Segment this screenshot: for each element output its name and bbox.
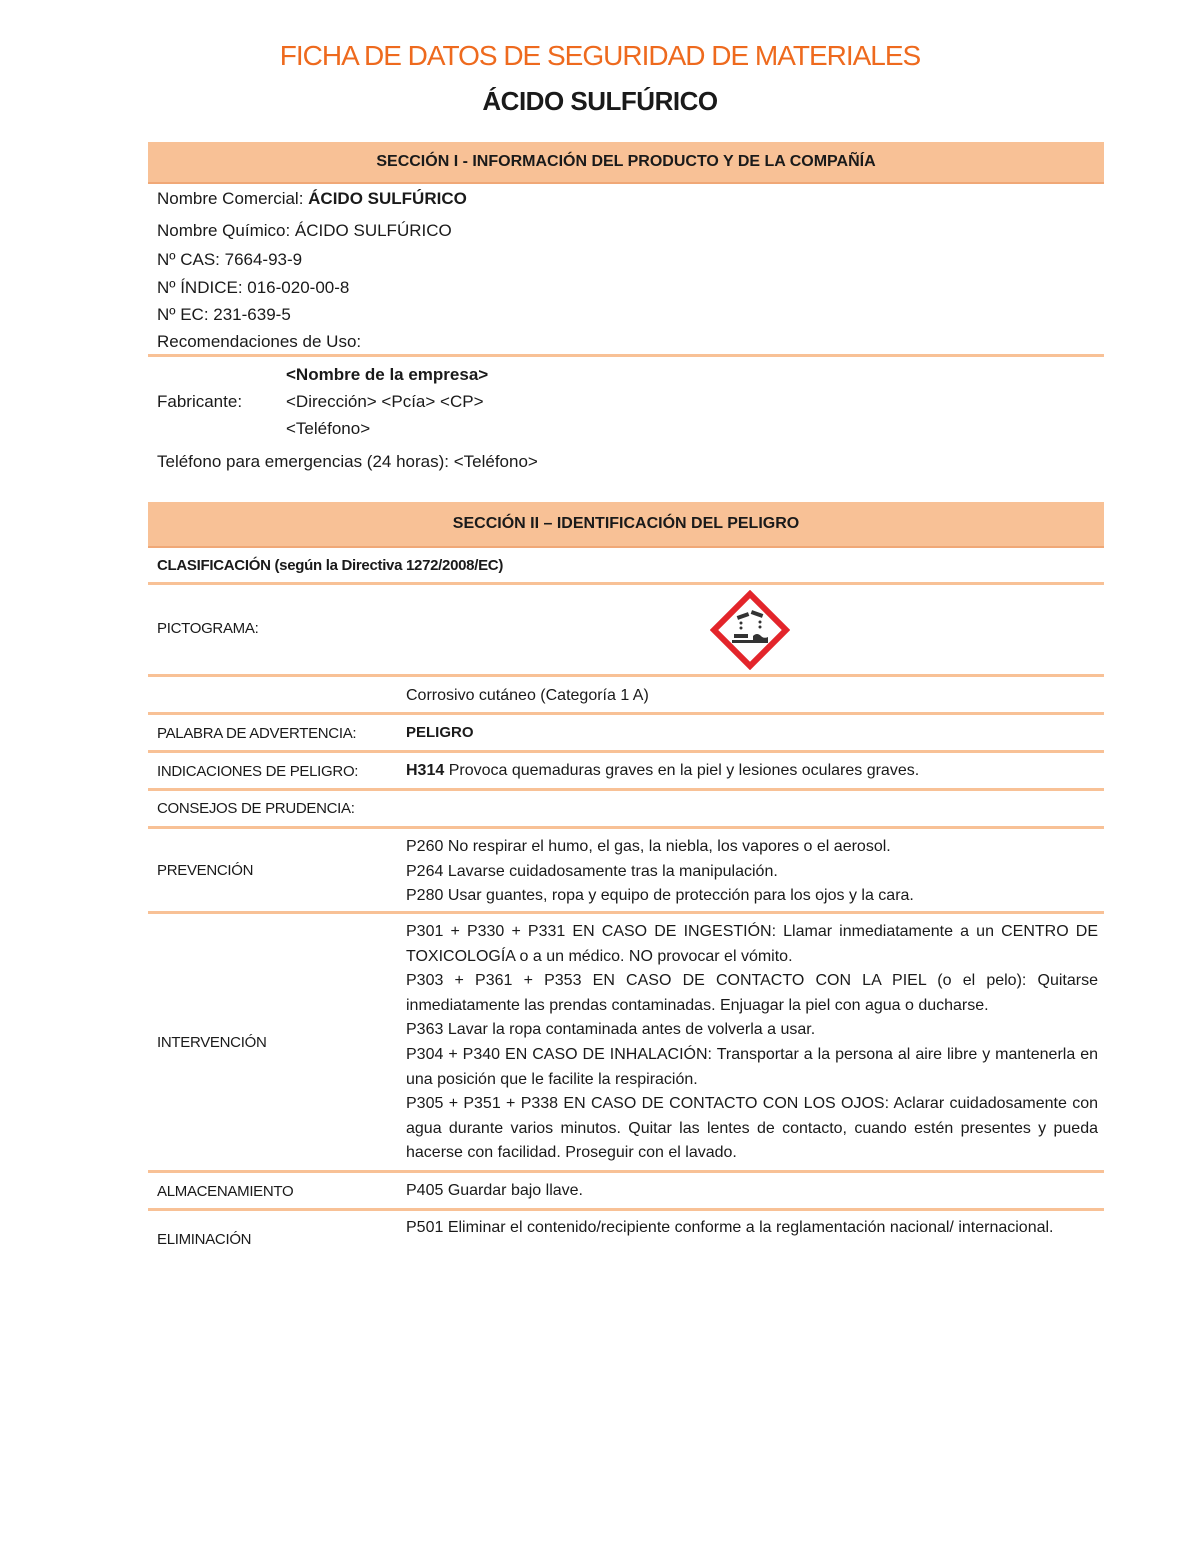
direccion: <Dirección> <Pcía> <CP> xyxy=(286,392,484,411)
indicaciones-text xyxy=(406,762,919,780)
prevencion-list xyxy=(406,835,1098,909)
numero-ec: Nº EC: 231-639-5 xyxy=(157,305,291,324)
nombre-comercial xyxy=(157,189,467,209)
empresa: <Nombre de la empresa> xyxy=(286,365,489,384)
prevencion-item: P264 Lavarse cuidadosamente tras la manipulación. xyxy=(406,862,778,880)
consejos-label: CONSEJOS DE PRUDENCIA: xyxy=(157,800,355,817)
divider xyxy=(148,826,1104,829)
fabricante-label: Fabricante: xyxy=(157,392,243,411)
intervencion-list xyxy=(406,920,1098,1166)
nombre-comercial-label: Nombre Comercial: xyxy=(157,189,309,208)
numero-indice: Nº ÍNDICE: 016-020-00-8 xyxy=(157,278,350,297)
prevencion-item: P280 Usar guantes, ropa y equipo de protección para los ojos y la cara. xyxy=(406,887,914,905)
indicaciones-label: INDICACIONES DE PELIGRO: xyxy=(157,763,359,780)
telefono: <Teléfono> xyxy=(286,419,371,438)
intervencion-item: P363 Lavar la ropa contaminada antes de volverla a usar. xyxy=(406,1021,816,1039)
almacenamiento-text: P405 Guardar bajo llave. xyxy=(406,1182,583,1199)
divider xyxy=(148,1170,1104,1173)
divider xyxy=(148,674,1104,677)
palabra-advertencia-label: PALABRA DE ADVERTENCIA: xyxy=(157,725,357,742)
pictograma-label: PICTOGRAMA: xyxy=(157,620,259,637)
divider xyxy=(148,354,1104,357)
intervencion-item: P301 + P330 + P331 EN CASO DE INGESTIÓN: Llamar inmediatamente a un CENTRO DE TOXICOLOGÍA o a un médico. NO provocar el vómito. xyxy=(406,923,1098,965)
divider xyxy=(148,911,1104,914)
prevencion-label: PREVENCIÓN xyxy=(157,862,254,879)
eliminacion-text: P501 Eliminar el contenido/recipiente conforme a la reglamentación nacional/ internacional. xyxy=(406,1219,1054,1236)
categoria: Corrosivo cutáneo (Categoría 1 A) xyxy=(406,687,649,704)
intervencion-item: P304 + P340 EN CASO DE INHALACIÓN: Transportar a la persona al aire libre y mantenerla en una posición que le facilite la respiración. xyxy=(406,1045,1098,1088)
almacenamiento-label: ALMACENAMIENTO xyxy=(157,1183,294,1200)
intervencion-item: P303 + P361 + P353 EN CASO DE CONTACTO CON LA PIEL (o el pelo): Quitarse inmediatamente las prendas contaminadas. Enjuagar la piel con agua o ducharse. xyxy=(406,972,1098,1014)
corrosion-ghs05-icon xyxy=(710,590,790,670)
numero-cas: Nº CAS: 7664-93-9 xyxy=(157,250,303,269)
clasificacion: CLASIFICACIÓN (según la Directiva 1272/2008/EC) xyxy=(157,557,504,574)
prevencion-item: P260 No respirar el humo, el gas, la niebla, los vapores o el aerosol. xyxy=(406,838,891,855)
section-2-heading-text: SECCIÓN II – IDENTIFICACIÓN DEL PELIGRO xyxy=(452,515,800,532)
indicaciones-desc: Provoca quemaduras graves en la piel y lesiones oculares graves. xyxy=(444,762,920,779)
nombre-comercial-value: ÁCIDO SULFÚRICO xyxy=(308,189,467,208)
intervencion-item: P305 + P351 + P338 EN CASO DE CONTACTO CON LOS OJOS: Aclarar cuidadosamente con agua durante varios minutos. Quitar las lentes de contacto, cuando estén presentes y pueda hacerse con facilidad. Proseguir con el lavado. xyxy=(406,1095,1098,1162)
divider xyxy=(148,750,1104,753)
eliminacion-label: ELIMINACIÓN xyxy=(157,1231,252,1248)
divider xyxy=(148,582,1104,585)
document-title: FICHA DE DATOS DE SEGURIDAD DE MATERIALES xyxy=(279,40,921,71)
palabra-advertencia-value: PELIGRO xyxy=(406,724,474,741)
intervencion-label: INTERVENCIÓN xyxy=(157,1034,267,1051)
telefono-emergencias: Teléfono para emergencias (24 horas): <Teléfono> xyxy=(157,452,538,471)
divider xyxy=(148,1208,1104,1211)
divider xyxy=(148,788,1104,791)
section-1-heading-text: SECCIÓN I - INFORMACIÓN DEL PRODUCTO Y DE LA COMPAÑÍA xyxy=(376,153,876,170)
section-1-heading xyxy=(148,142,1104,184)
section-2-heading xyxy=(148,502,1104,548)
recomendaciones-uso: Recomendaciones de Uso: xyxy=(157,332,362,351)
divider xyxy=(148,712,1104,715)
indicaciones-code: H314 xyxy=(406,762,445,779)
document-subtitle: ÁCIDO SULFÚRICO xyxy=(482,86,718,116)
nombre-quimico: Nombre Químico: ÁCIDO SULFÚRICO xyxy=(157,221,452,240)
